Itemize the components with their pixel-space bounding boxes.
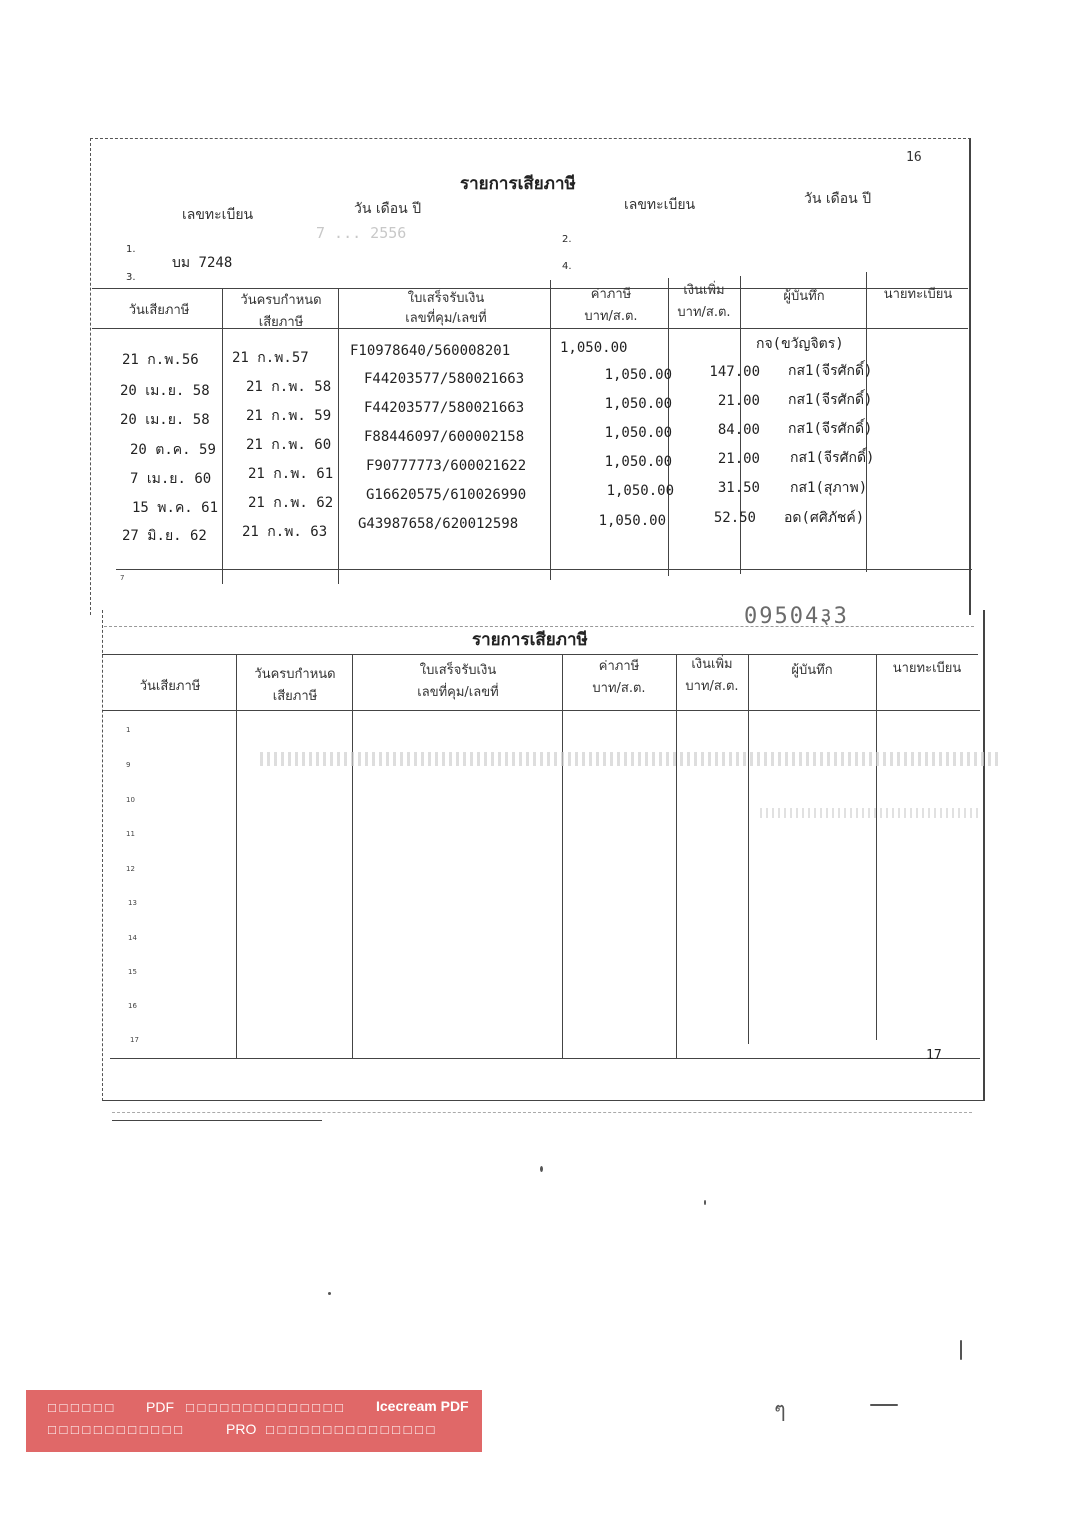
t1-header-extra-1: เงินเพิ่ม [683, 283, 725, 298]
due-date: 21 ก.พ. 58 [246, 379, 332, 395]
due-date: 21 ก.พ.57 [232, 350, 309, 366]
t2-row-index: 1 [126, 726, 131, 734]
license-plate: บม 7248 [172, 255, 233, 271]
t2-header-extra-2: บาท/ส.ต. [685, 679, 739, 694]
line-2-index: 2. [562, 234, 572, 245]
t2-header-due-1: วันครบกำหนด [254, 667, 336, 682]
line-1-index: 1. [126, 244, 136, 255]
t2-header-receipt-2: เลขที่คุม/เลขที่ [417, 685, 499, 700]
table1-col-divider [222, 288, 223, 584]
receipt-number: F88446097/600002158 [364, 429, 525, 445]
table2-col-divider [236, 654, 237, 1058]
t1-header-recorder: ผู้บันทึก [783, 289, 825, 304]
pay-date: 20 เม.ย. 58 [120, 383, 210, 399]
tax-amount: 1,050.00 [604, 454, 672, 470]
frame-bottom-dashed [112, 1112, 972, 1113]
t2-header-tax-2: บาท/ส.ต. [592, 681, 646, 696]
due-date: 21 ก.พ. 61 [248, 466, 334, 482]
t1-header-extra-2: บาท/ส.ต. [677, 305, 731, 320]
table2-col-divider [352, 654, 353, 1058]
left-date-label: วัน เดือน ปี [354, 201, 422, 217]
right-date-label: วัน เดือน ปี [804, 191, 872, 207]
speck [328, 1292, 331, 1295]
right-registration-label: เลขทะเบียน [624, 197, 696, 213]
watermark-brand: Icecream PDF [376, 1398, 469, 1414]
t2-header-due-2: เสียภาษี [272, 689, 318, 704]
recorder-name: อด(ศศิภัชค์) [784, 510, 865, 526]
recorder-name: กส1(จีรศักดิ์) [790, 450, 875, 466]
page-number-17: 17 [926, 1048, 942, 1063]
recorder-name: กส1(จีรศักดิ์) [788, 392, 873, 408]
table1-bottom-line [116, 569, 972, 570]
t2-header-registrar: นายทะเบียน [892, 661, 962, 676]
tax-amount: 1,050.00 [604, 396, 672, 412]
t1-header-tax-2: บาท/ส.ต. [584, 309, 638, 324]
table2-col-divider [676, 654, 677, 1058]
extra-amount: 31.50 [717, 480, 760, 496]
t2-header-recorder: ผู้บันทึก [791, 663, 833, 678]
table2-col-divider [876, 654, 877, 1040]
table2-col-divider [562, 654, 563, 1058]
due-date: 21 ก.พ. 62 [248, 495, 334, 511]
t2-header-tax-1: ค่าภาษี [598, 659, 640, 674]
t1-header-receipt-1: ใบเสร็จรับเงิน [407, 291, 485, 306]
pay-date: 20 ต.ค. 59 [130, 442, 216, 458]
watermark-text: PRO [226, 1421, 257, 1437]
faded-date-stamp: 7 ... 2556 [316, 224, 407, 242]
t2-row-index: 11 [126, 830, 135, 838]
scan-smudge [260, 752, 1000, 766]
frame-bottom-edge [112, 1120, 322, 1121]
page-title-bottom: รายการเสียภาษี [472, 630, 588, 650]
page-number-16: 16 [906, 150, 922, 165]
speck [960, 1340, 962, 1360]
tax-amount: 1,050.00 [604, 425, 672, 441]
receipt-number: F44203577/580021663 [364, 400, 525, 416]
extra-amount: 21.00 [717, 451, 760, 467]
recorder-name: กจ(ขวัญจิตร) [756, 336, 844, 352]
receipt-number: F10978640/560008201 [350, 343, 511, 359]
due-date: 21 ก.พ. 60 [246, 437, 332, 453]
line-4-index: 4. [562, 261, 572, 272]
watermark-text: □ □ □ □ □ □ □ □ □ □ □ □ [48, 1422, 182, 1437]
t2-row-index: 15 [128, 968, 137, 976]
extra-amount: 147.00 [709, 364, 760, 380]
recorder-name: กส1(สุภาพ) [790, 480, 868, 496]
watermark-text: □ □ □ □ □ □ □ □ □ □ □ □ □ □ [186, 1400, 343, 1415]
t1-header-receipt-2: เลขที่คุม/เลขที่ [405, 311, 487, 326]
extra-amount: 21.00 [717, 393, 760, 409]
table2-bottom-line [110, 1058, 980, 1059]
t2-row-index: 17 [130, 1036, 139, 1044]
receipt-number: F90777773/600021622 [366, 458, 527, 474]
receipt-number: G16620575/610026990 [366, 487, 527, 503]
recorder-name: กส1(จีรศักดิ์) [788, 363, 873, 379]
speck [540, 1166, 543, 1172]
pay-date: 7 เม.ย. 60 [130, 471, 212, 487]
stamp-number: 09504३3 [744, 604, 849, 629]
extra-amount: 52.50 [713, 510, 756, 526]
extra-amount: 84.00 [717, 422, 760, 438]
t1-header-pay-date: วันเสียภาษี [128, 303, 190, 318]
t2-row-index: 16 [128, 1002, 137, 1010]
watermark-text: □ □ □ □ □ □ □ □ □ □ □ □ □ □ □ [266, 1422, 435, 1437]
table2-col-divider [748, 654, 749, 1044]
pay-date: 15 พ.ค. 61 [132, 500, 219, 516]
t2-row-index: 12 [126, 865, 135, 873]
table1-col-divider [550, 280, 551, 580]
pay-date: 20 เม.ย. 58 [120, 412, 210, 428]
speck [870, 1404, 898, 1406]
t1-header-registrar: นายทะเบียน [883, 287, 953, 302]
t2-row-index: 9 [126, 761, 131, 769]
receipt-number: G43987658/620012598 [358, 516, 519, 532]
footer-mark: ๆ [774, 1398, 786, 1423]
t1-row-index: 7 [120, 574, 125, 582]
icecream-pdf-watermark [26, 1390, 482, 1452]
watermark-text: PDF [146, 1399, 174, 1415]
left-registration-label: เลขทะเบียน [182, 207, 254, 223]
t1-header-due-1: วันครบกำหนด [240, 293, 322, 308]
table1-col-divider [338, 288, 339, 584]
recorder-name: กส1(จีรศักดิ์) [788, 421, 873, 437]
tax-amount: 1,050.00 [598, 513, 666, 529]
t2-header-receipt-1: ใบเสร็จรับเงิน [419, 663, 497, 678]
t1-header-tax-1: ค่าภาษี [590, 287, 632, 302]
page-title-top: รายการเสียภาษี [460, 174, 576, 194]
tax-amount: 1,050.00 [560, 340, 628, 356]
table2-header-line [102, 710, 980, 711]
watermark-text: □ □ □ □ □ □ [48, 1400, 114, 1415]
t2-header-pay-date: วันเสียภาษี [139, 679, 201, 694]
due-date: 21 ก.พ. 59 [246, 408, 332, 424]
pay-date: 21 ก.พ.56 [122, 352, 199, 368]
t1-header-due-2: เสียภาษี [258, 315, 304, 330]
t2-header-extra-1: เงินเพิ่ม [691, 657, 733, 672]
line-3-index: 3. [126, 272, 136, 283]
scan-smudge [760, 808, 980, 818]
t2-row-index: 10 [126, 796, 135, 804]
t2-row-index: 13 [128, 899, 137, 907]
speck [704, 1200, 706, 1205]
receipt-number: F44203577/580021663 [364, 371, 525, 387]
table2-top-line [102, 654, 978, 655]
tax-amount: 1,050.00 [604, 367, 672, 383]
due-date: 21 ก.พ. 63 [242, 524, 328, 540]
tax-amount: 1,050.00 [606, 483, 674, 499]
pay-date: 27 มิ.ย. 62 [122, 528, 207, 544]
t2-row-index: 14 [128, 934, 137, 942]
